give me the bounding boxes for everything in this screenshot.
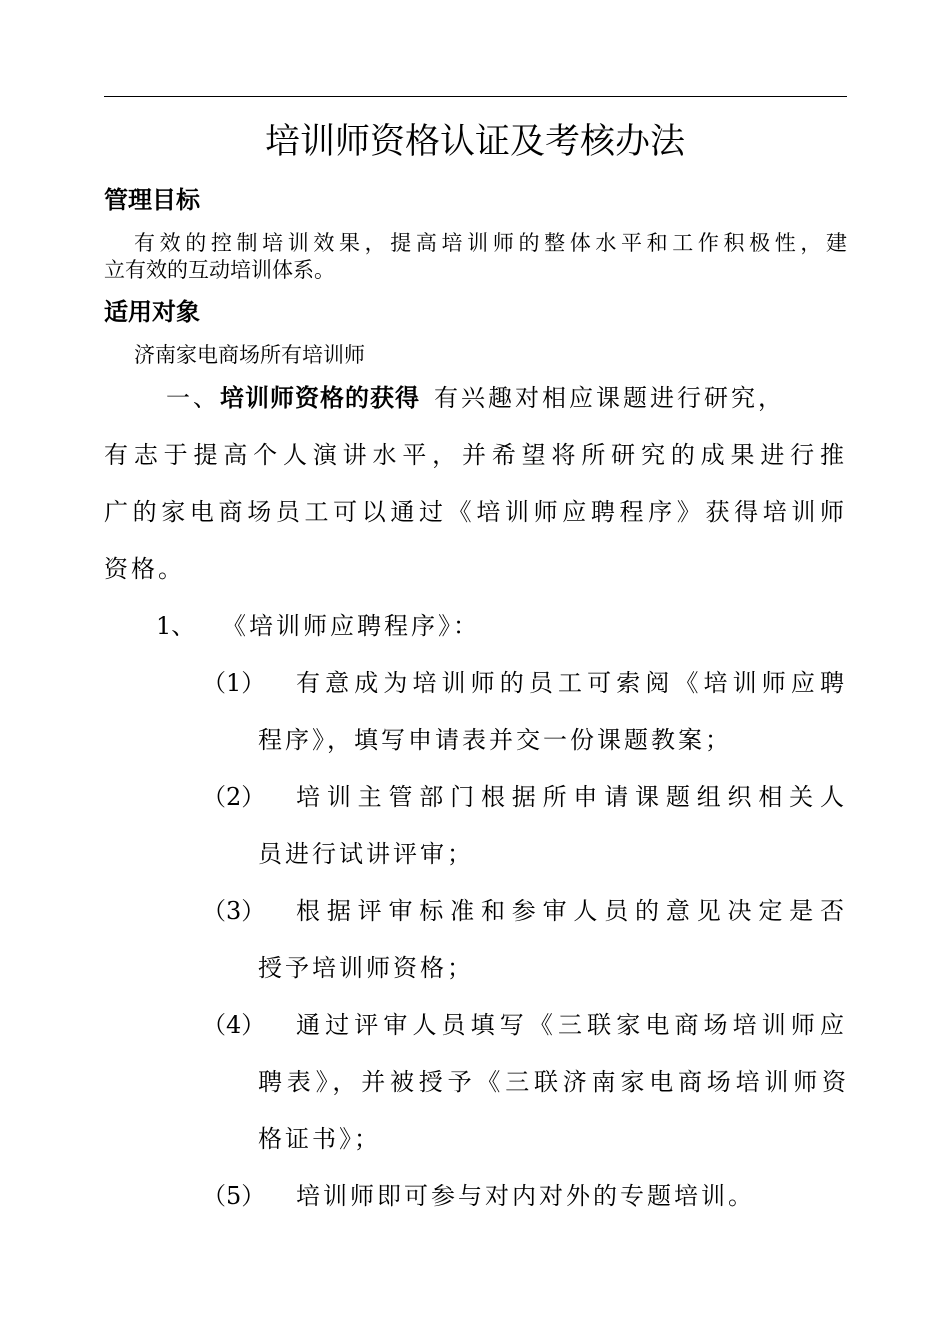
- header-rule: [104, 96, 847, 97]
- part-one-first-line: [166, 382, 785, 414]
- step-line: 员进行试讲评审；: [258, 840, 474, 868]
- step-number: （2）: [202, 783, 266, 811]
- step-number: （5）: [202, 1182, 266, 1210]
- part-one-prefix: 一、: [166, 384, 220, 412]
- step-line: 根据评审标准和参审人员的意见决定是否: [296, 897, 847, 925]
- section-heading-management-goal: 管理目标: [104, 186, 200, 214]
- paragraph-line: 立有效的互动培训体系。: [104, 258, 335, 282]
- step-line: 有意成为培训师的员工可索阅《培训师应聘: [296, 669, 847, 697]
- step-number: （3）: [202, 897, 266, 925]
- step-line: 授予培训师资格；: [258, 954, 474, 982]
- subsection-title: 《培训师应聘程序》：: [222, 612, 480, 640]
- paragraph-line: 济南家电商场所有培训师: [134, 343, 365, 367]
- part-one-line: 有志于提高个人演讲水平，并希望将所研究的成果进行推: [104, 441, 847, 469]
- step-line: 培训师即可参与对内对外的专题培训。: [296, 1182, 755, 1210]
- step-line: 程序》，填写申请表并交一份课题教案；: [258, 726, 732, 754]
- part-one-line: 广的家电商场员工可以通过《培训师应聘程序》获得培训师: [104, 498, 847, 526]
- step-line: 通过评审人员填写《三联家电商场培训师应: [296, 1011, 847, 1039]
- step-line: 培训主管部门根据所申请课题组织相关人: [296, 783, 847, 811]
- step-number: （4）: [202, 1011, 266, 1039]
- part-one-text: 有兴趣对相应课题进行研究，: [434, 384, 785, 412]
- section-heading-applicable-scope: 适用对象: [104, 298, 200, 326]
- page-title: 培训师资格认证及考核办法: [264, 122, 685, 162]
- part-one-heading: 培训师资格的获得: [220, 384, 420, 412]
- step-number: （1）: [202, 669, 266, 697]
- subsection-number: 1、: [156, 612, 196, 640]
- step-line: 聘表》，并被授予《三联济南家电商场培训师资: [258, 1068, 847, 1096]
- paragraph-line: 有效的控制培训效果，提高培训师的整体水平和工作积极性，建: [134, 231, 847, 255]
- part-one-line: 资格。: [104, 555, 185, 583]
- step-line: 格证书》；: [258, 1125, 381, 1153]
